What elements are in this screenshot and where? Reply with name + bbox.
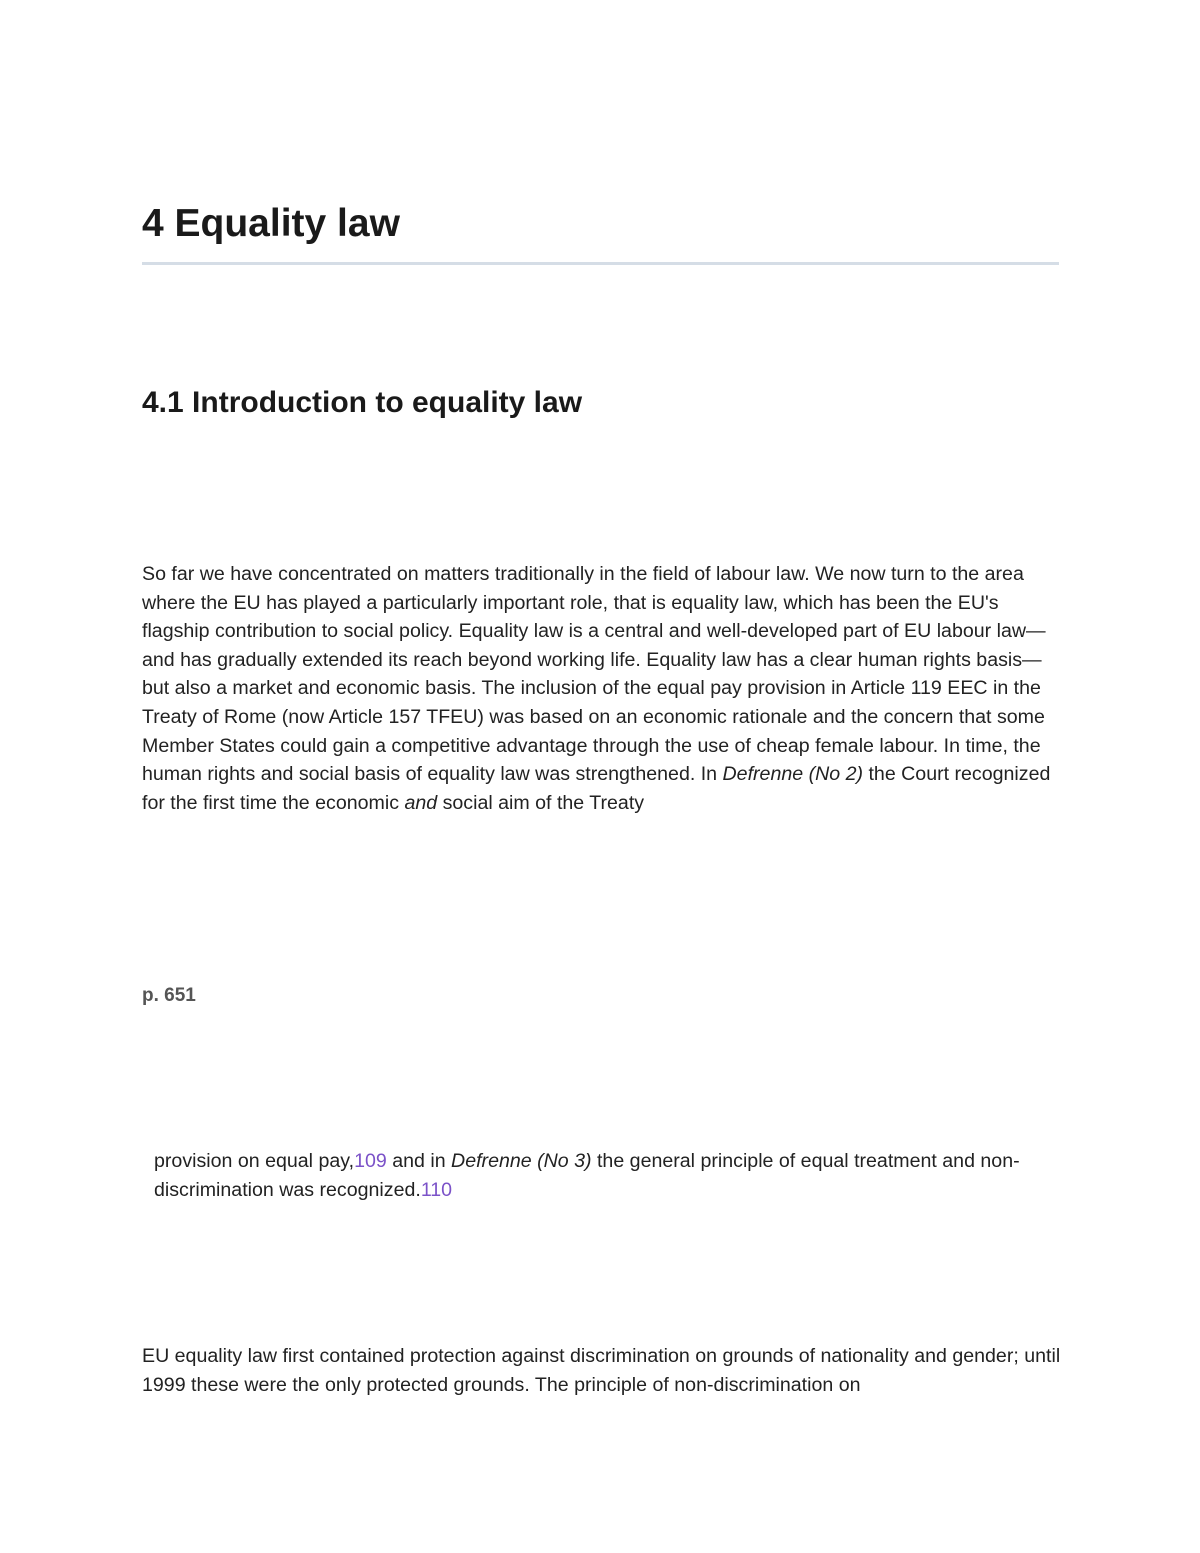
paragraph-text: EU equality law first contained protection against discrimination on grounds of nationality and gender; until 1999 these were the only protected grounds. The principle of non-discrimination on <box>142 1345 1061 1396</box>
paragraph-intro <box>142 560 1062 817</box>
section-title: 4.1 Introduction to equality law <box>142 386 583 419</box>
footnote-link-110[interactable]: 110 <box>420 1178 453 1201</box>
paragraph-text-part: So far we have concentrated on matters traditionally in the field of labour law. We now turn to the area where the EU has played a particularly important role, that is equality law, which has been the EU's flagship contribution to social policy. Equality law is a central and well-developed part of EU labour law—and has gradually extended its reach beyond working life. Equality law has a clear human rights basis—but also a market and economic basis. The inclusion of the equal pay provision in Article 119 EEC in the Treaty of Rome (now Article 157 TFEU) was based on an economic rationale and the concern that some Member States could gain a competitive advantage through the use of cheap female labour. In time, the human rights and social basis of equality law was strengthened. In <box>142 563 1046 786</box>
case-name: Defrenne (No 3) <box>451 1150 592 1172</box>
paragraph-grounds <box>142 1342 1062 1399</box>
paragraph-continuation <box>142 1147 1062 1204</box>
paragraph-text-part: social aim of the Treaty <box>437 791 645 814</box>
case-name: Defrenne (No 2) <box>722 763 864 786</box>
page-number-marker: p. 651 <box>142 985 196 1006</box>
paragraph-text-part: and in <box>386 1150 452 1172</box>
paragraph-text <box>142 1147 1062 1204</box>
chapter-title: 4 Equality law <box>142 202 400 245</box>
paragraph-text-part: provision on equal pay, <box>154 1150 355 1172</box>
emphasis-text: and <box>404 791 438 814</box>
paragraph-text-part: the Court recognized for the first time the economic <box>142 763 1051 814</box>
footnote-link-109[interactable]: 109 <box>354 1150 387 1172</box>
paragraph-text-part: the general principle of equal treatment and non-discrimination was recognized. <box>154 1150 1020 1201</box>
paragraph-text <box>142 560 1062 817</box>
title-divider <box>142 262 1059 265</box>
